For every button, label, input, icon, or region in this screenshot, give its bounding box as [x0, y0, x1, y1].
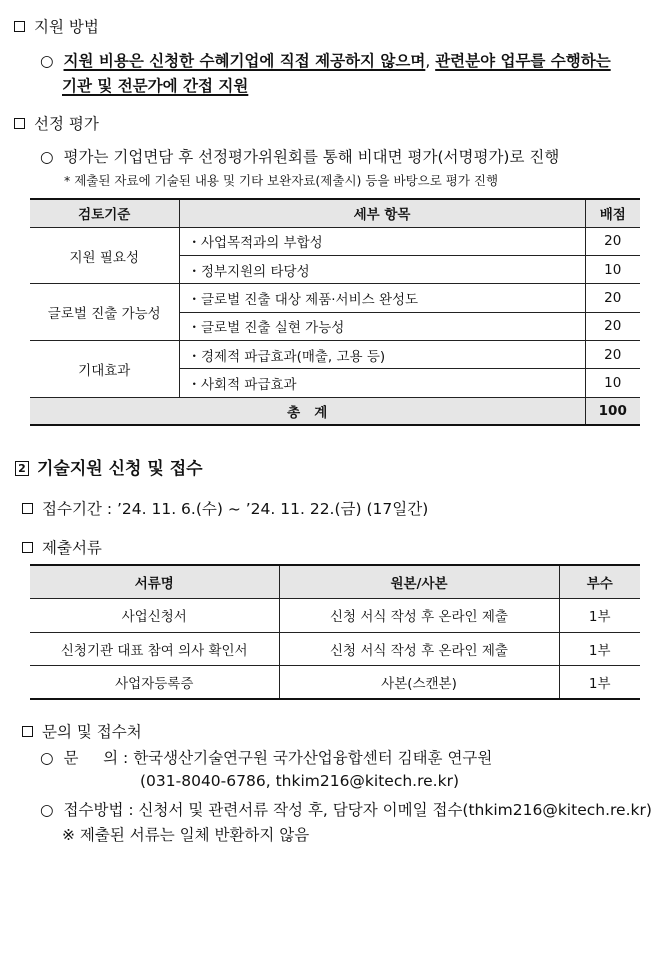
doc-name: 사업신청서 — [30, 599, 279, 633]
circle-bullet-icon: ○ — [40, 52, 54, 70]
table-row — [30, 227, 640, 255]
eval-bullet: ○ 평가는 기업면담 후 선정평가위원회를 통해 비대면 평가(서명평가)로 진행 — [40, 148, 560, 166]
doc-type: 신청 서식 작성 후 온라인 제출 — [279, 632, 559, 666]
eval-item: ・경제적 파급효과(매출, 고용 등) — [179, 340, 585, 368]
doc-type: 신청 서식 작성 후 온라인 제출 — [279, 599, 559, 633]
eval-item: ・사회적 파급효과 — [179, 369, 585, 397]
eval-note: * 제출된 자료에 기술된 내용 및 기타 보완자료(제출시) 등을 바탕으로 평가 진행 — [64, 173, 499, 188]
docs-header-copies: 부수 — [559, 565, 640, 599]
total-label: 총 계 — [30, 397, 585, 425]
total-row — [30, 397, 640, 425]
circle-bullet-icon: ○ — [40, 801, 54, 819]
circle-bullet-icon: ○ — [40, 148, 54, 166]
section-eval-heading: 선정 평가 — [14, 112, 99, 134]
eval-item: ・정부지원의 타당성 — [179, 256, 585, 284]
eval-criterion: 기대효과 — [30, 340, 179, 397]
method-bullet-line2: 기관 및 전문가에 간접 지원 — [62, 77, 249, 95]
eval-item: ・사업목적과의 부합성 — [179, 227, 585, 255]
section-number-badge: 2 — [15, 461, 29, 476]
circle-bullet-icon: ○ — [40, 749, 54, 767]
table-row — [30, 632, 640, 666]
eval-item: ・글로벌 진출 대상 제품·서비스 완성도 — [179, 284, 585, 312]
docs-heading: 제출서류 — [22, 536, 102, 558]
table-row — [30, 666, 640, 700]
table-row — [30, 599, 640, 633]
eval-score: 20 — [585, 227, 640, 255]
eval-header-items: 세부 항목 — [179, 199, 585, 227]
eval-criterion: 지원 필요성 — [30, 227, 179, 284]
contact-inquiry-detail: (031-8040-6786, thkim216@kitech.re.kr) — [140, 772, 459, 790]
doc-copies: 1부 — [559, 599, 640, 633]
doc-copies: 1부 — [559, 632, 640, 666]
section-method-heading: 지원 방법 — [14, 15, 99, 37]
contact-notice: ※ 제출된 서류는 일체 반환하지 않음 — [62, 826, 310, 844]
doc-name: 신청기관 대표 참여 의사 확인서 — [30, 632, 279, 666]
eval-table — [30, 198, 640, 426]
checkbox-square-icon — [14, 118, 25, 129]
contact-heading: 문의 및 접수처 — [22, 720, 142, 742]
eval-score: 20 — [585, 340, 640, 368]
method-bullet: ○ 지원 비용은 신청한 수혜기업에 직접 제공하지 않으며, 관련분야 업무를 수행하는 — [40, 52, 611, 70]
eval-score: 20 — [585, 284, 640, 312]
checkbox-square-icon — [22, 503, 33, 514]
doc-name: 사업자등록증 — [30, 666, 279, 700]
eval-score: 10 — [585, 369, 640, 397]
doc-type: 사본(스캔본) — [279, 666, 559, 700]
contact-inquiry: ○ 문 의 : 한국생산기술연구원 국가산업융합센터 김태훈 연구원 — [40, 749, 493, 767]
period-line: 접수기간 : ’24. 11. 6.(수) ~ ’24. 11. 22.(금) (17일간) — [22, 497, 428, 519]
docs-table — [30, 564, 640, 700]
eval-score: 20 — [585, 312, 640, 340]
eval-header-score: 배점 — [585, 199, 640, 227]
checkbox-square-icon — [22, 542, 33, 553]
section2-title: 2 기술지원 신청 및 접수 — [15, 454, 203, 479]
eval-item: ・글로벌 진출 실현 가능성 — [179, 312, 585, 340]
checkbox-square-icon — [22, 726, 33, 737]
docs-header-name: 서류명 — [30, 565, 279, 599]
eval-criterion: 글로벌 진출 가능성 — [30, 284, 179, 341]
eval-score: 10 — [585, 256, 640, 284]
checkbox-square-icon — [14, 21, 25, 32]
table-row — [30, 340, 640, 368]
table-row — [30, 284, 640, 312]
eval-header-criterion: 검토기준 — [30, 199, 179, 227]
docs-header-type: 원본/사본 — [279, 565, 559, 599]
contact-method: ○ 접수방법 : 신청서 및 관련서류 작성 후, 담당자 이메일 접수(thkim216@kitech.re.kr) — [40, 801, 652, 819]
doc-copies: 1부 — [559, 666, 640, 700]
total-score: 100 — [585, 397, 640, 425]
